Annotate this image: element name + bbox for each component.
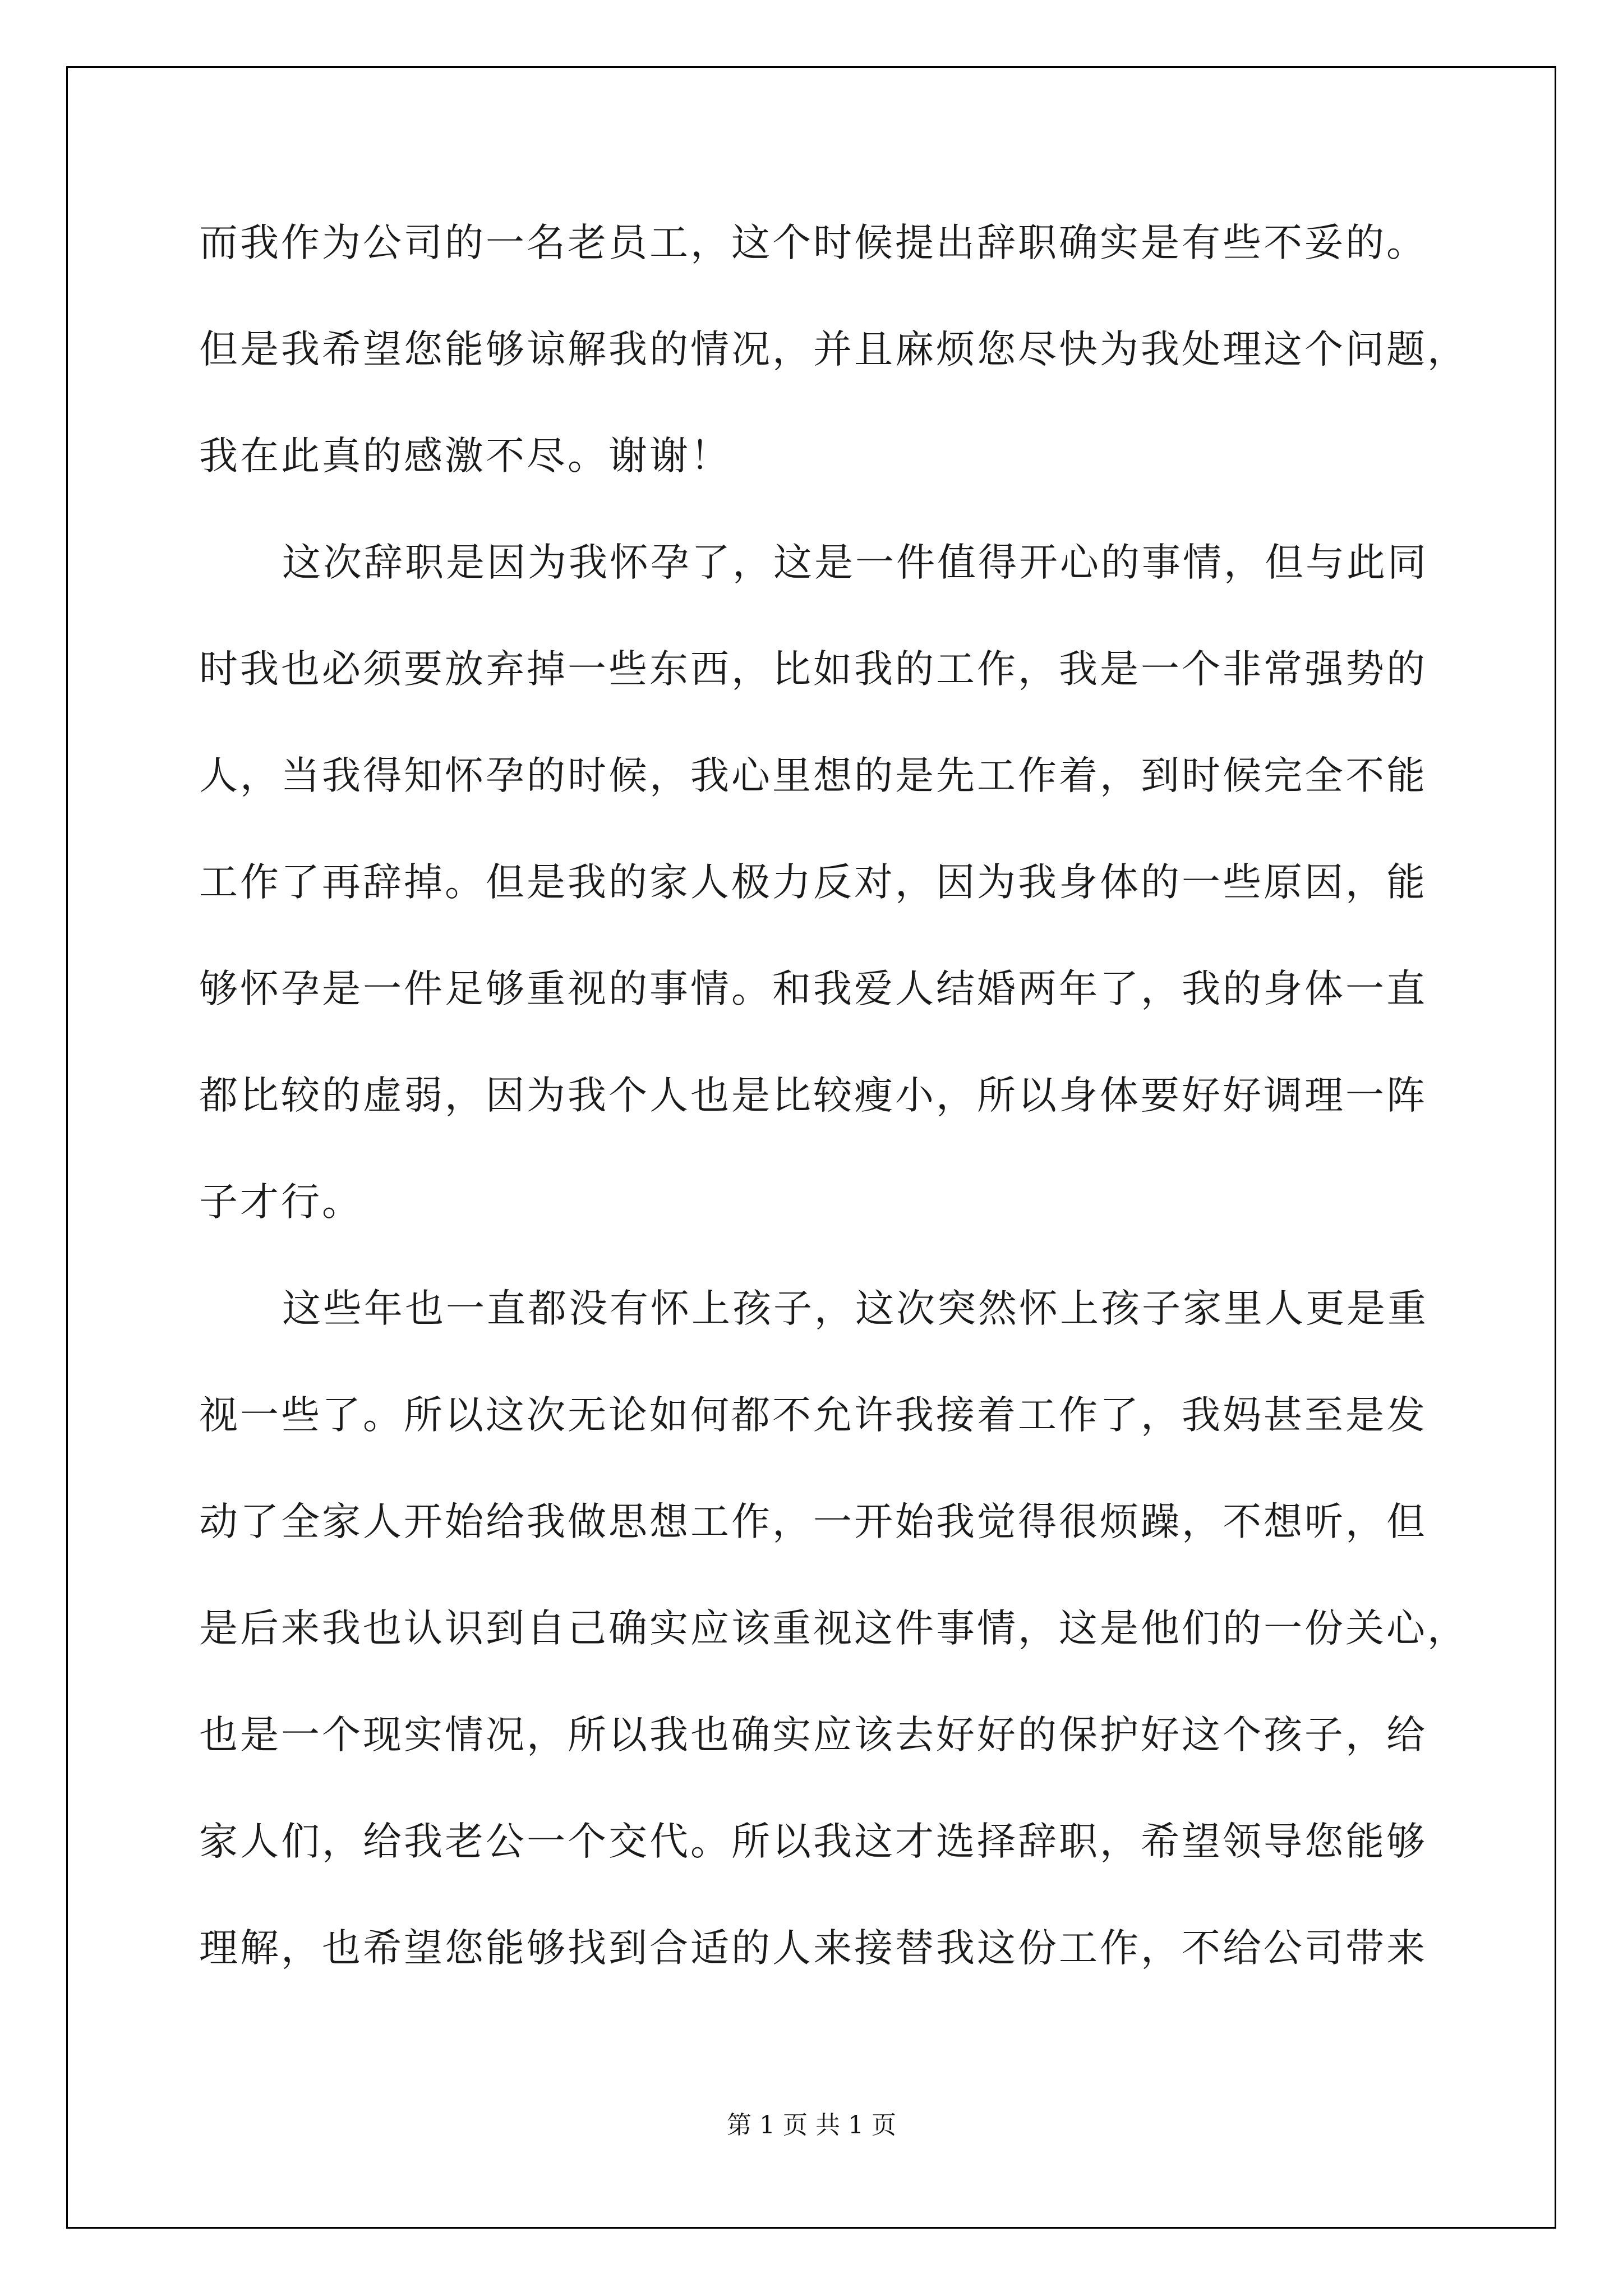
text-line: 工作了再辞掉。但是我的家人极力反对，因为我身体的一些原因，能: [199, 860, 1427, 905]
text-line: 人，当我得知怀孕的时候，我心里想的是先工作着，到时候完全不能: [199, 753, 1427, 798]
text-line: 这些年也一直都没有怀上孩子，这次突然怀上孩子家里人更是重: [282, 1286, 1428, 1331]
text-line: 够怀孕是一件足够重视的事情。和我爱人结婚两年了，我的身体一直: [199, 967, 1427, 1011]
page-footer: [0, 2105, 1623, 2141]
text-line: 但是我希望您能够谅解我的情况，并且麻烦您尽快为我处理这个问题，: [199, 327, 1468, 372]
text-line: 时我也必须要放弃掉一些东西，比如我的工作，我是一个非常强势的: [199, 647, 1427, 692]
text-line: 我在此真的感激不尽。谢谢！: [199, 434, 731, 478]
document-body: [199, 190, 1468, 2001]
text-line: 子才行。: [199, 1180, 363, 1225]
text-line: 也是一个现实情况，所以我也确实应该去好好的保护好这个孩子，给: [199, 1713, 1427, 1757]
text-line: 动了全家人开始给我做思想工作，一开始我觉得很烦躁，不想听，但: [199, 1499, 1427, 1544]
page-number: 第 1 页 共 1 页: [727, 2111, 896, 2139]
text-line: 是后来我也认识到自己确实应该重视这件事情，这是他们的一份关心，: [199, 1606, 1468, 1651]
text-line: 家人们，给我老公一个交代。所以我这才选择辞职，希望领导您能够: [199, 1819, 1427, 1864]
text-line: 理解，也希望您能够找到合适的人来接替我这份工作，不给公司带来: [199, 1926, 1427, 1971]
text-line: 而我作为公司的一名老员工，这个时候提出辞职确实是有些不妥的。: [199, 220, 1427, 265]
text-line: 都比较的虚弱，因为我个人也是比较瘦小，所以身体要好好调理一阵: [199, 1073, 1427, 1118]
text-line: 视一些了。所以这次无论如何都不允许我接着工作了，我妈甚至是发: [199, 1393, 1427, 1438]
text-line: 这次辞职是因为我怀孕了，这是一件值得开心的事情，但与此同: [282, 540, 1428, 585]
